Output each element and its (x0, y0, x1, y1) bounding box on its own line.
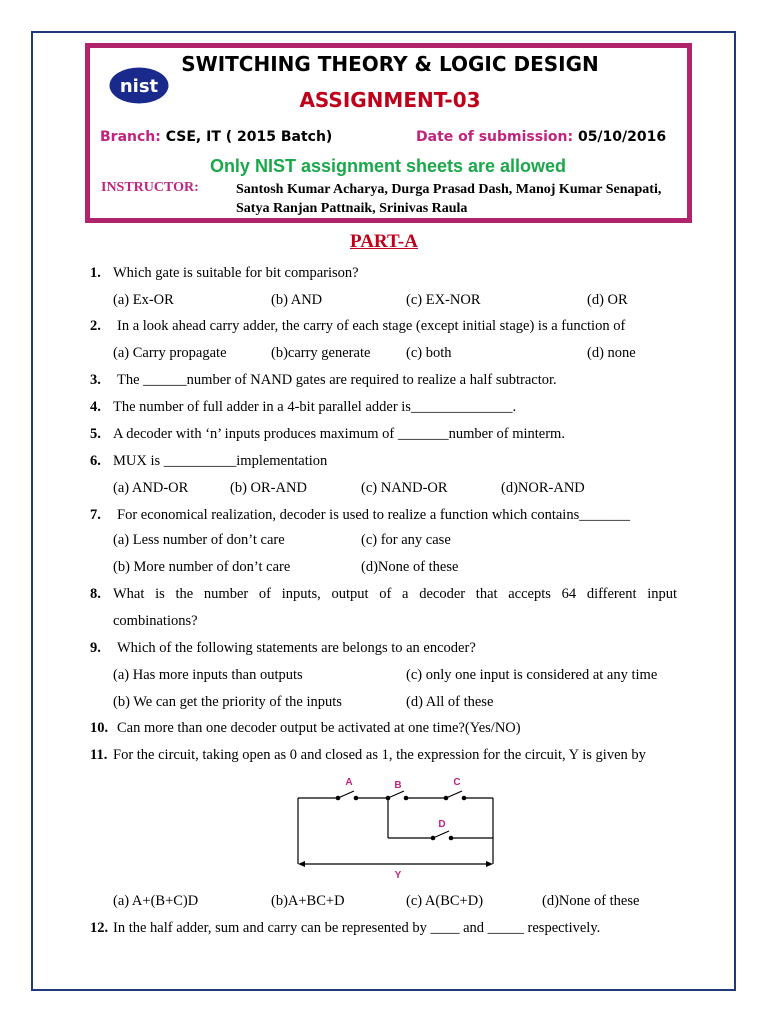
q2-option-c: (c) both (406, 345, 452, 361)
q1-text: Which gate is suitable for bit comparison? (113, 265, 359, 281)
q1-option-d: (d) OR (587, 292, 628, 308)
q11-option-b: (b)A+BC+D (271, 893, 345, 909)
q8-text-continued: combinations? (113, 613, 198, 629)
q2-option-a: (a) Carry propagate (113, 345, 227, 361)
output-y-label: Y (394, 870, 402, 881)
branch-line (100, 129, 332, 145)
q6-number: 6. (90, 453, 101, 469)
q5-text: A decoder with ‘n’ inputs produces maximum of _______number of minterm. (113, 426, 565, 442)
q5-number: 5. (90, 426, 101, 442)
q6-option-b: (b) OR-AND (230, 480, 307, 496)
q11-option-d: (d)None of these (542, 893, 640, 909)
q6-option-c: (c) NAND-OR (361, 480, 448, 496)
assignment-title: ASSIGNMENT-03 (299, 88, 481, 112)
q9-number: 9. (90, 640, 101, 656)
q3-text: The ______number of NAND gates are required to realize a half subtractor. (117, 372, 557, 388)
q9-option-c: (c) only one input is considered at any time (406, 667, 658, 683)
q3-number: 3. (90, 372, 101, 388)
instructor-line-2: Satya Ranjan Pattnaik, Srinivas Raula (236, 201, 468, 216)
q6-option-a: (a) AND-OR (113, 480, 189, 496)
date-line (416, 129, 666, 145)
q9-text: Which of the following statements are belongs to an encoder? (117, 640, 476, 656)
date-label: Date of submission: (416, 129, 574, 145)
q7-option-c: (c) for any case (361, 532, 451, 548)
q7-text: For economical realization, decoder is used to realize a function which contains_______ (117, 507, 630, 523)
q7-number: 7. (90, 507, 101, 523)
course-title: SWITCHING THEORY & LOGIC DESIGN (181, 52, 599, 76)
q9-option-b: (b) We can get the priority of the inputs (113, 694, 342, 710)
q11-text: For the circuit, taking open as 0 and closed as 1, the expression for the circuit, Y is given by (113, 747, 646, 763)
q9-option-d: (d) All of these (406, 694, 494, 710)
instructor-label: INSTRUCTOR: (101, 180, 199, 195)
q1-option-c: (c) EX-NOR (406, 292, 481, 308)
instructor-line-1: Santosh Kumar Acharya, Durga Prasad Dash, Manoj Kumar Senapati, (236, 182, 662, 197)
q10-text: Can more than one decoder output be activated at one time?(Yes/NO) (117, 720, 521, 736)
switch-a-label: A (345, 777, 353, 788)
q12-number: 12. (90, 920, 109, 936)
q1-number: 1. (90, 265, 101, 281)
switch-circuit-diagram (290, 772, 500, 882)
q4-number: 4. (90, 399, 101, 415)
q11-option-c: (c) A(BC+D) (406, 893, 484, 909)
q8-number: 8. (90, 586, 101, 602)
switch-d-label: D (438, 819, 446, 830)
q11-option-a: (a) A+(B+C)D (113, 893, 199, 909)
date-value: 05/10/2016 (577, 129, 667, 145)
q7-option-b: (b) More number of don’t care (113, 559, 291, 575)
sheet-note: Only NIST assignment sheets are allowed (209, 156, 567, 176)
logo-text: nist (119, 76, 159, 97)
q2-option-b: (b)carry generate (271, 345, 371, 361)
q4-text: The number of full adder in a 4-bit parallel adder is______________. (113, 399, 517, 415)
q2-option-d: (d) none (587, 345, 636, 361)
q8-text: What is the number of inputs, output of a decoder that accepts 64 different input (113, 586, 677, 602)
switch-b-label: B (394, 780, 402, 791)
instructor-names (236, 180, 676, 218)
q12-text: In the half adder, sum and carry can be represented by ____ and _____ respectively. (113, 920, 601, 936)
q9-option-a: (a) Has more inputs than outputs (113, 667, 303, 683)
q10-number: 10. (90, 720, 109, 736)
q7-option-a: (a) Less number of don’t care (113, 532, 285, 548)
q11-number: 11. (90, 747, 108, 763)
part-title: PART-A (350, 231, 418, 252)
branch-label: Branch: (100, 129, 161, 145)
q2-number: 2. (90, 318, 101, 334)
q2-text: In a look ahead carry adder, the carry of each stage (except initial stage) is a function of (117, 318, 626, 334)
q1-option-a: (a) Ex-OR (113, 292, 174, 308)
q6-option-d: (d)NOR-AND (501, 480, 585, 496)
branch-value: CSE, IT ( 2015 Batch) (165, 129, 333, 145)
q1-option-b: (b) AND (271, 292, 323, 308)
q6-text: MUX is __________implementation (113, 453, 328, 469)
q7-option-d: (d)None of these (361, 559, 459, 575)
switch-c-label: C (453, 777, 461, 788)
